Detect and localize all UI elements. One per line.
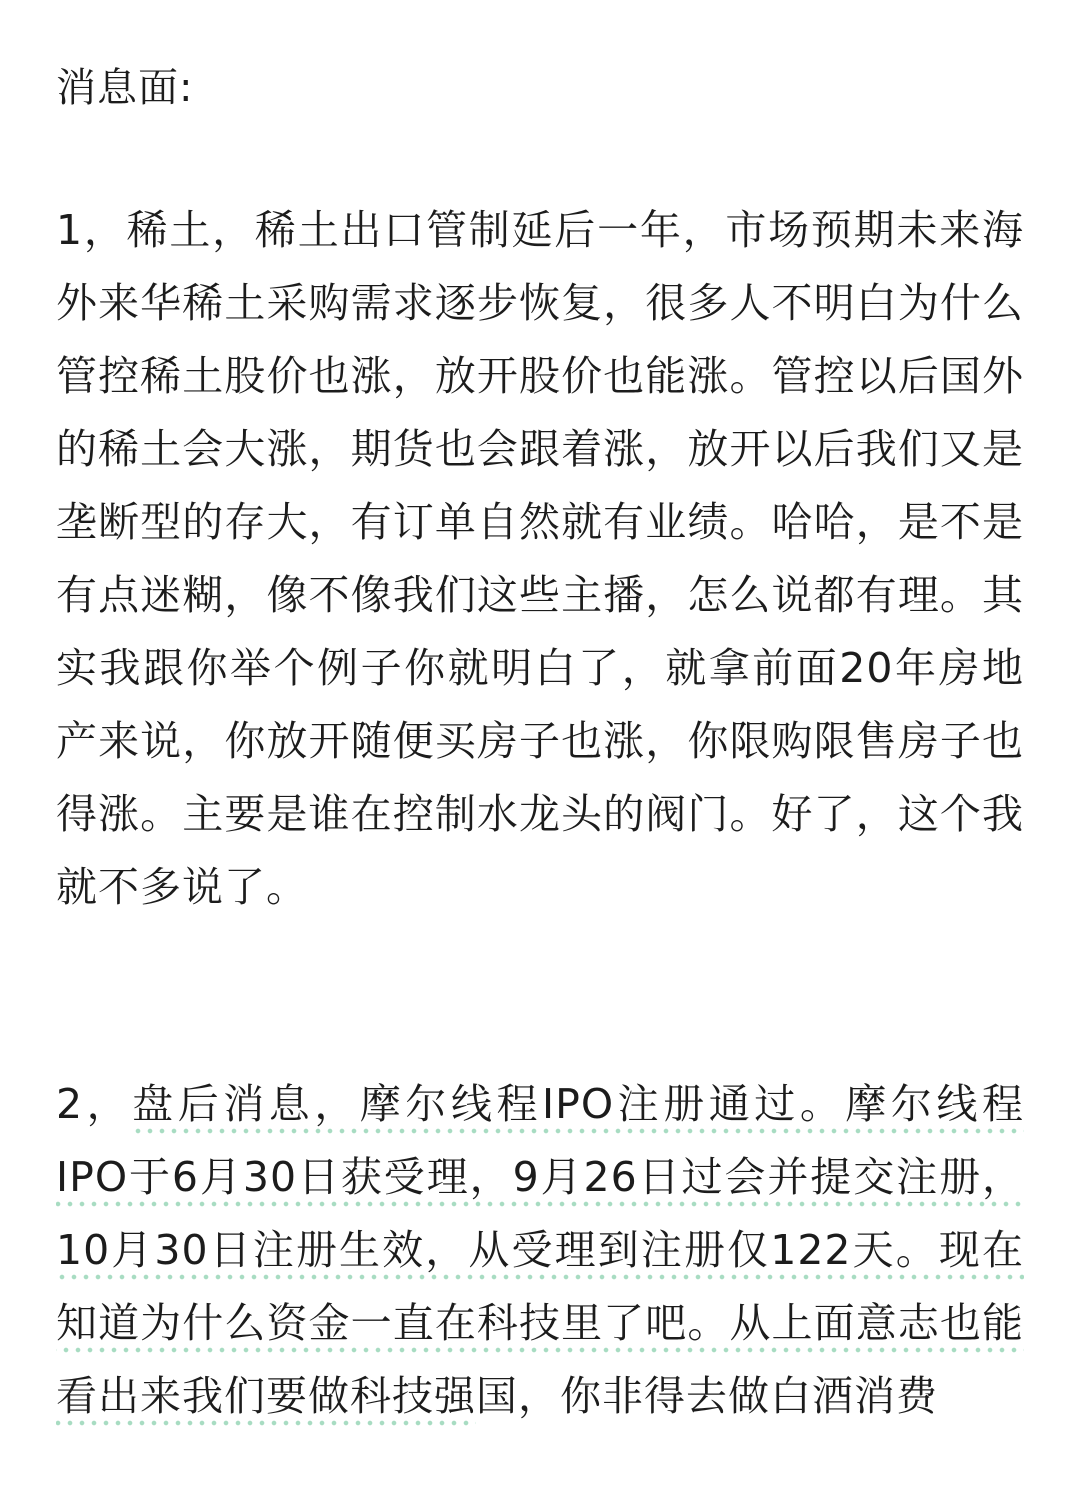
paragraph-1-text: 1，稀土，稀土出口管制延后一年，市场预期未来海外来华稀土采购需求逐步恢复，很多人不明白为什么管控稀土股价也涨，放开股价也能涨。管控以后国外的稀土会大涨，期货也会跟着涨，放开以后我们又是垄断型的存大，有订单自然就有业绩。哈哈，是不是有点迷糊，像不像我们这些主播，怎么说都有理。其实我跟你举个例子你就明白了，就拿前面20年房地产来说，你放开随便买房子也涨，你限购限售房子也得涨。主要是谁在控制水龙头的阀门。好了，这个我就不多说了。 — [56, 206, 1024, 911]
highlighted-link-text[interactable]: 盘后消息，摩尔线程IPO注册通过。摩尔线程IPO于6月30日获受理，9月26日过会并提交注册，10月30日注册生效，从受理到注册仅122天。现在知道为什么资金一直在科技里了吧。从上面意志也能看出来我们要做科技强 — [56, 1080, 1024, 1426]
article — [56, 52, 1024, 1420]
paragraph-rare-earth — [56, 194, 1024, 924]
paragraph-2-tail: 国，你非得去做白酒消费 — [476, 1372, 938, 1420]
section-heading: 消息面: — [56, 65, 194, 111]
paragraph-moore-threads — [56, 1068, 1024, 1433]
paragraph-2-prefix: 2， — [56, 1080, 133, 1128]
